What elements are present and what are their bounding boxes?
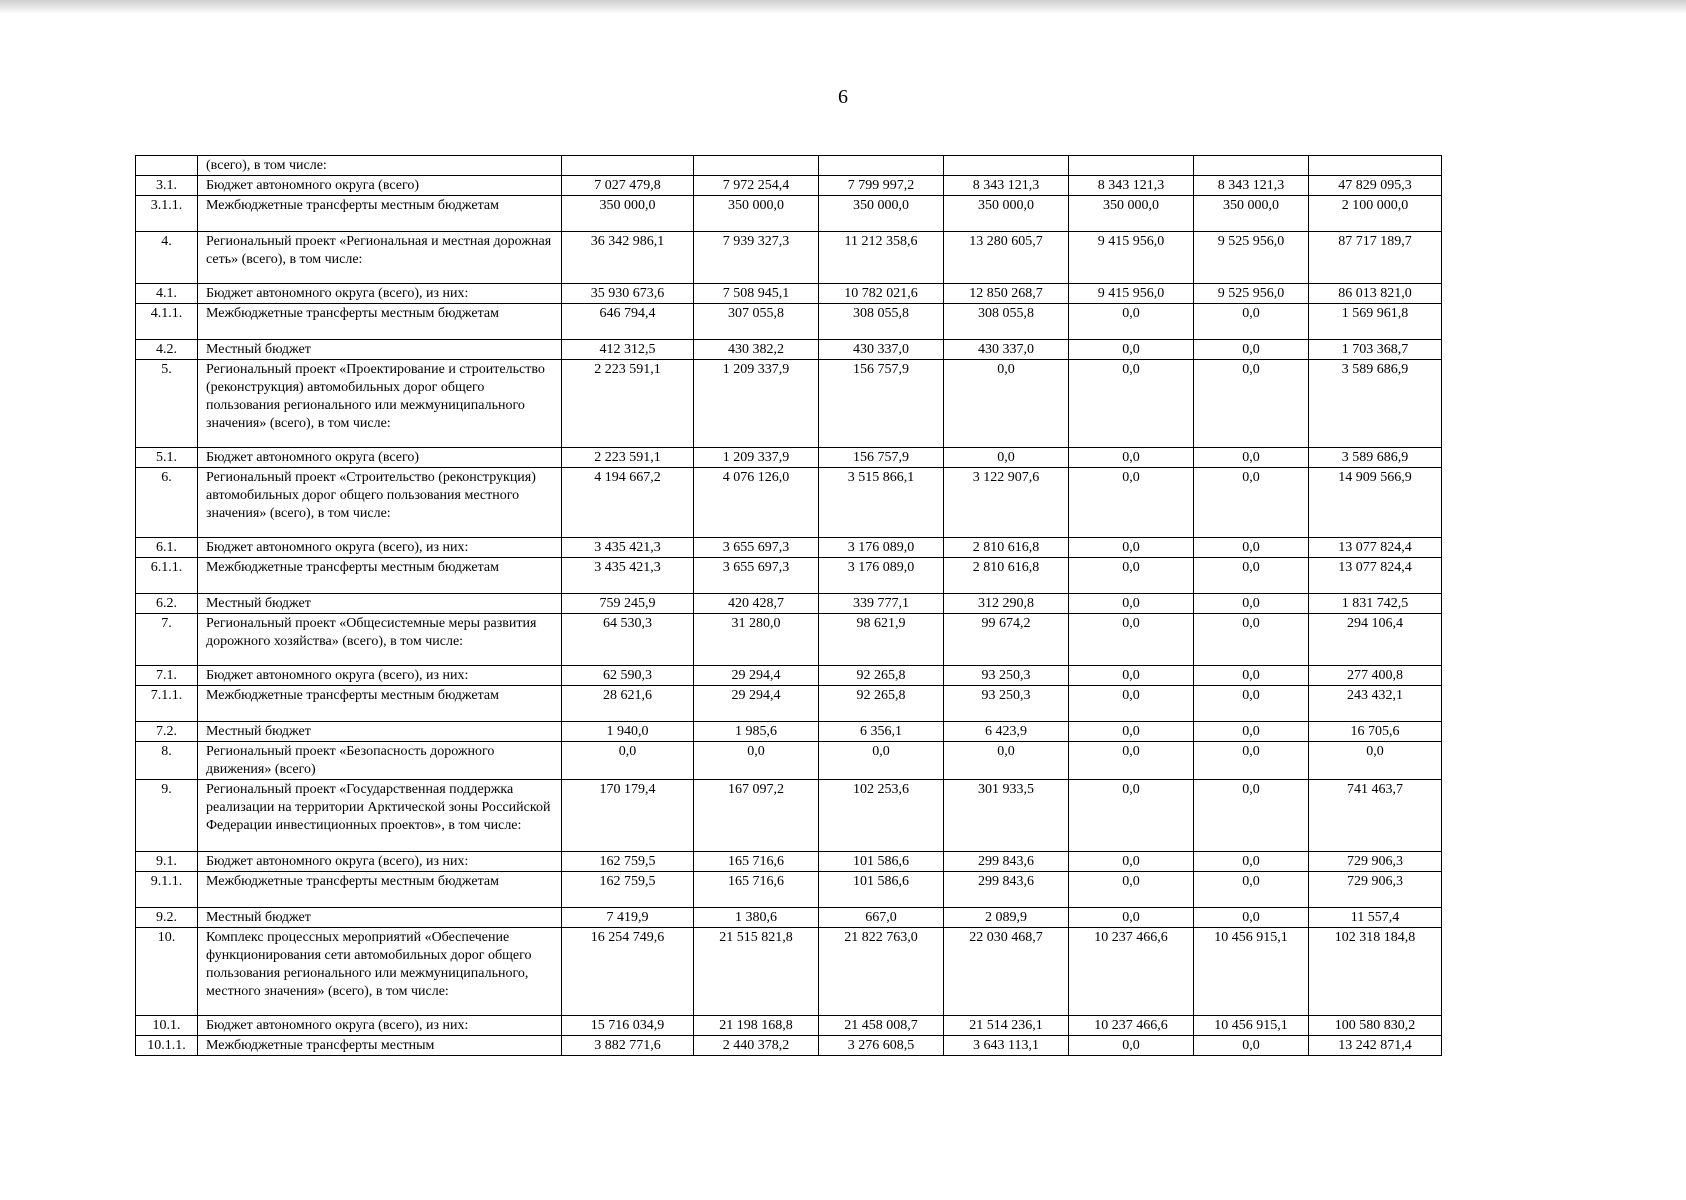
table-row [136,780,1442,852]
row-value: 299 843,6 [944,852,1069,872]
row-number: 4.1.1. [136,304,198,340]
row-value: 8 343 121,3 [1069,176,1194,196]
row-value: 156 757,9 [819,448,944,468]
row-value: 0,0 [1194,614,1309,666]
table-row [136,852,1442,872]
table-row [136,594,1442,614]
table-row [136,872,1442,908]
row-value: 10 237 466,6 [1069,1016,1194,1036]
table-row [136,1016,1442,1036]
row-value: 0,0 [1194,594,1309,614]
row-value: 2 440 378,2 [694,1036,819,1056]
row-value: 0,0 [562,742,694,780]
row-value: 0,0 [1069,1036,1194,1056]
row-value: 11 212 358,6 [819,232,944,284]
row-number: 9.1. [136,852,198,872]
row-value: 3 122 907,6 [944,468,1069,538]
row-description: Межбюджетные трансферты местным бюджетам [198,686,562,722]
row-value: 0,0 [1194,780,1309,852]
row-value: 0,0 [1194,686,1309,722]
row-value: 350 000,0 [819,196,944,232]
row-value: 308 055,8 [819,304,944,340]
row-value: 0,0 [1069,908,1194,928]
row-description: Региональный проект «Государственная поддержка реализации на территории Арктической зоны Российской Федерации инвестиционных проектов», в том числе: [198,780,562,852]
row-value: 101 586,6 [819,852,944,872]
row-value: 15 716 034,9 [562,1016,694,1036]
row-value: 759 245,9 [562,594,694,614]
row-number: 10. [136,928,198,1016]
row-number: 5.1. [136,448,198,468]
row-total-value: 13 242 871,4 [1309,1036,1442,1056]
row-value: 7 799 997,2 [819,176,944,196]
row-value: 0,0 [1194,448,1309,468]
row-value: 0,0 [819,742,944,780]
row-value: 0,0 [1194,722,1309,742]
row-value: 4 194 667,2 [562,468,694,538]
row-value: 308 055,8 [944,304,1069,340]
row-description: Межбюджетные трансферты местным бюджетам [198,872,562,908]
row-value: 2 223 591,1 [562,448,694,468]
page-number: 6 [838,86,848,108]
row-value: 102 253,6 [819,780,944,852]
row-value: 167 097,2 [694,780,819,852]
row-value: 0,0 [1069,468,1194,538]
row-value: 350 000,0 [562,196,694,232]
row-value: 99 674,2 [944,614,1069,666]
row-value: 1 209 337,9 [694,360,819,448]
row-value: 10 237 466,6 [1069,928,1194,1016]
row-value: 0,0 [944,742,1069,780]
row-description: Региональный проект «Общесистемные меры развития дорожного хозяйства» (всего), в том числе: [198,614,562,666]
row-value: 667,0 [819,908,944,928]
row-number: 9.1.1. [136,872,198,908]
table-row [136,232,1442,284]
table-row [136,304,1442,340]
table-row [136,1036,1442,1056]
row-number: 7.2. [136,722,198,742]
row-value: 7 939 327,3 [694,232,819,284]
row-total-value: 277 400,8 [1309,666,1442,686]
table-row [136,176,1442,196]
row-value: 3 435 421,3 [562,538,694,558]
row-value: 301 933,5 [944,780,1069,852]
row-value: 7 508 945,1 [694,284,819,304]
row-total-value: 0,0 [1309,742,1442,780]
row-value: 10 782 021,6 [819,284,944,304]
row-value: 0,0 [1194,1036,1309,1056]
row-description: Бюджет автономного округа (всего), из них: [198,538,562,558]
row-value: 98 621,9 [819,614,944,666]
row-value: 10 456 915,1 [1194,928,1309,1016]
row-value: 350 000,0 [694,196,819,232]
row-value: 0,0 [1069,558,1194,594]
row-value: 2 810 616,8 [944,558,1069,594]
row-value: 162 759,5 [562,872,694,908]
row-number: 7.1.1. [136,686,198,722]
row-value: 3 176 089,0 [819,558,944,594]
row-number: 6.1.1. [136,558,198,594]
row-description: Комплекс процессных мероприятий «Обеспечение функционирования сети автомобильных дорог общего пользования регионального или межмуниципального, местного значения» (всего), в том числе: [198,928,562,1016]
row-description: Бюджет автономного округа (всего), из них: [198,666,562,686]
table-row [136,558,1442,594]
row-total-value: 87 717 189,7 [1309,232,1442,284]
row-value: 0,0 [1194,872,1309,908]
row-value: 2 223 591,1 [562,360,694,448]
row-description: Региональный проект «Региональная и местная дорожная сеть» (всего), в том числе: [198,232,562,284]
row-value: 3 515 866,1 [819,468,944,538]
row-value: 9 525 956,0 [1194,232,1309,284]
row-value: 1 209 337,9 [694,448,819,468]
row-value: 7 419,9 [562,908,694,928]
row-value: 0,0 [1194,340,1309,360]
row-description: Бюджет автономного округа (всего), из них: [198,1016,562,1036]
table-row [136,742,1442,780]
row-value: 36 342 986,1 [562,232,694,284]
row-total-value: 13 077 824,4 [1309,538,1442,558]
row-value: 312 290,8 [944,594,1069,614]
row-number: 3.1.1. [136,196,198,232]
table-row [136,448,1442,468]
row-value: 93 250,3 [944,686,1069,722]
row-value: 0,0 [694,742,819,780]
row-description: Бюджет автономного округа (всего) [198,448,562,468]
row-description: (всего), в том числе: [198,156,562,176]
row-value: 2 810 616,8 [944,538,1069,558]
row-value: 12 850 268,7 [944,284,1069,304]
row-value: 307 055,8 [694,304,819,340]
row-number: 10.1.1. [136,1036,198,1056]
table-row [136,666,1442,686]
row-number: 9.2. [136,908,198,928]
row-number: 3.1. [136,176,198,196]
row-total-value: 14 909 566,9 [1309,468,1442,538]
row-value: 3 655 697,3 [694,558,819,594]
row-value: 0,0 [1069,686,1194,722]
row-value: 3 435 421,3 [562,558,694,594]
row-value: 8 343 121,3 [1194,176,1309,196]
row-value: 16 254 749,6 [562,928,694,1016]
row-total-value: 102 318 184,8 [1309,928,1442,1016]
row-total-value: 86 013 821,0 [1309,284,1442,304]
row-total-value: 3 589 686,9 [1309,448,1442,468]
row-value: 350 000,0 [944,196,1069,232]
table-row [136,156,1442,176]
row-total-value: 741 463,7 [1309,780,1442,852]
row-value: 93 250,3 [944,666,1069,686]
row-description: Бюджет автономного округа (всего), из них: [198,852,562,872]
row-value: 339 777,1 [819,594,944,614]
row-value: 350 000,0 [1069,196,1194,232]
row-value: 21 198 168,8 [694,1016,819,1036]
row-number: 6. [136,468,198,538]
row-value: 162 759,5 [562,852,694,872]
row-value: 170 179,4 [562,780,694,852]
row-value: 1 940,0 [562,722,694,742]
row-value: 0,0 [1069,742,1194,780]
row-value: 0,0 [1069,780,1194,852]
row-value: 0,0 [1069,304,1194,340]
row-value: 21 515 821,8 [694,928,819,1016]
table-row [136,284,1442,304]
table-row [136,686,1442,722]
budget-table [135,155,1442,1056]
row-value [694,156,819,176]
row-total-value: 16 705,6 [1309,722,1442,742]
row-value: 3 882 771,6 [562,1036,694,1056]
row-value [819,156,944,176]
row-value: 430 337,0 [944,340,1069,360]
row-total-value: 243 432,1 [1309,686,1442,722]
row-value: 0,0 [1069,594,1194,614]
row-value: 0,0 [1194,742,1309,780]
row-description: Бюджет автономного округа (всего) [198,176,562,196]
row-value: 412 312,5 [562,340,694,360]
row-value: 299 843,6 [944,872,1069,908]
row-value [1194,156,1309,176]
row-value: 3 176 089,0 [819,538,944,558]
row-value: 3 643 113,1 [944,1036,1069,1056]
table-row [136,360,1442,448]
row-value: 1 985,6 [694,722,819,742]
row-value: 646 794,4 [562,304,694,340]
row-total-value: 729 906,3 [1309,872,1442,908]
row-total-value: 729 906,3 [1309,852,1442,872]
row-description: Межбюджетные трансферты местным бюджетам [198,196,562,232]
row-value: 4 076 126,0 [694,468,819,538]
row-value [562,156,694,176]
table-row [136,722,1442,742]
row-value: 21 822 763,0 [819,928,944,1016]
row-value: 0,0 [944,448,1069,468]
row-number: 9. [136,780,198,852]
row-value: 0,0 [1069,852,1194,872]
row-value: 101 586,6 [819,872,944,908]
row-value: 0,0 [1194,468,1309,538]
row-total-value: 2 100 000,0 [1309,196,1442,232]
row-value: 22 030 468,7 [944,928,1069,1016]
row-value: 0,0 [1069,614,1194,666]
row-number: 4.1. [136,284,198,304]
row-value: 92 265,8 [819,666,944,686]
row-value: 7 027 479,8 [562,176,694,196]
row-number: 8. [136,742,198,780]
row-description: Местный бюджет [198,908,562,928]
row-description: Межбюджетные трансферты местным [198,1036,562,1056]
row-total-value [1309,156,1442,176]
row-value: 9 415 956,0 [1069,284,1194,304]
row-value: 10 456 915,1 [1194,1016,1309,1036]
row-total-value: 13 077 824,4 [1309,558,1442,594]
row-value: 9 415 956,0 [1069,232,1194,284]
row-total-value: 47 829 095,3 [1309,176,1442,196]
row-number: 6.2. [136,594,198,614]
row-value: 0,0 [1194,852,1309,872]
row-value: 21 514 236,1 [944,1016,1069,1036]
row-number: 10.1. [136,1016,198,1036]
row-value: 156 757,9 [819,360,944,448]
row-value: 430 337,0 [819,340,944,360]
row-value: 430 382,2 [694,340,819,360]
row-total-value: 1 569 961,8 [1309,304,1442,340]
row-value: 0,0 [1194,360,1309,448]
row-number: 7. [136,614,198,666]
row-value: 0,0 [1194,666,1309,686]
row-description: Межбюджетные трансферты местным бюджетам [198,558,562,594]
row-number: 5. [136,360,198,448]
row-value: 420 428,7 [694,594,819,614]
row-total-value: 100 580 830,2 [1309,1016,1442,1036]
table-row [136,908,1442,928]
row-value: 0,0 [1194,538,1309,558]
row-value: 28 621,6 [562,686,694,722]
row-value: 0,0 [1069,538,1194,558]
row-value: 0,0 [1069,360,1194,448]
row-value: 0,0 [1069,340,1194,360]
row-value: 0,0 [1194,558,1309,594]
row-value: 0,0 [1069,872,1194,908]
row-number: 4.2. [136,340,198,360]
row-value: 21 458 008,7 [819,1016,944,1036]
scan-top-edge [0,0,1686,14]
row-number [136,156,198,176]
row-number: 6.1. [136,538,198,558]
row-value: 35 930 673,6 [562,284,694,304]
row-value: 6 356,1 [819,722,944,742]
table-row [136,468,1442,538]
table-row [136,538,1442,558]
row-value: 7 972 254,4 [694,176,819,196]
row-value: 62 590,3 [562,666,694,686]
row-value: 0,0 [1069,722,1194,742]
row-value: 0,0 [1194,304,1309,340]
row-description: Местный бюджет [198,722,562,742]
row-value [1069,156,1194,176]
row-value: 3 655 697,3 [694,538,819,558]
row-value: 6 423,9 [944,722,1069,742]
table-row [136,196,1442,232]
row-description: Региональный проект «Безопасность дорожного движения» (всего) [198,742,562,780]
row-description: Бюджет автономного округа (всего), из них: [198,284,562,304]
table-row [136,340,1442,360]
row-description: Региональный проект «Строительство (реконструкция) автомобильных дорог общего пользования местного значения» (всего), в том числе: [198,468,562,538]
row-value: 0,0 [944,360,1069,448]
table-row [136,614,1442,666]
row-value: 13 280 605,7 [944,232,1069,284]
row-description: Межбюджетные трансферты местным бюджетам [198,304,562,340]
row-value: 9 525 956,0 [1194,284,1309,304]
row-number: 7.1. [136,666,198,686]
row-description: Региональный проект «Проектирование и строительство (реконструкция) автомобильных дорог общего пользования регионального или межмуниципального значения» (всего), в том числе: [198,360,562,448]
row-value: 165 716,6 [694,872,819,908]
row-value: 350 000,0 [1194,196,1309,232]
table-row [136,928,1442,1016]
row-value: 64 530,3 [562,614,694,666]
row-value: 2 089,9 [944,908,1069,928]
row-description: Местный бюджет [198,340,562,360]
row-total-value: 1 831 742,5 [1309,594,1442,614]
row-value: 29 294,4 [694,666,819,686]
row-value: 1 380,6 [694,908,819,928]
row-value: 8 343 121,3 [944,176,1069,196]
row-total-value: 1 703 368,7 [1309,340,1442,360]
row-value: 165 716,6 [694,852,819,872]
row-value: 92 265,8 [819,686,944,722]
row-total-value: 11 557,4 [1309,908,1442,928]
row-value: 0,0 [1194,908,1309,928]
row-value: 0,0 [1069,448,1194,468]
row-total-value: 294 106,4 [1309,614,1442,666]
row-value: 0,0 [1069,666,1194,686]
row-number: 4. [136,232,198,284]
row-description: Местный бюджет [198,594,562,614]
row-value: 3 276 608,5 [819,1036,944,1056]
row-value: 29 294,4 [694,686,819,722]
row-value [944,156,1069,176]
row-total-value: 3 589 686,9 [1309,360,1442,448]
row-value: 31 280,0 [694,614,819,666]
